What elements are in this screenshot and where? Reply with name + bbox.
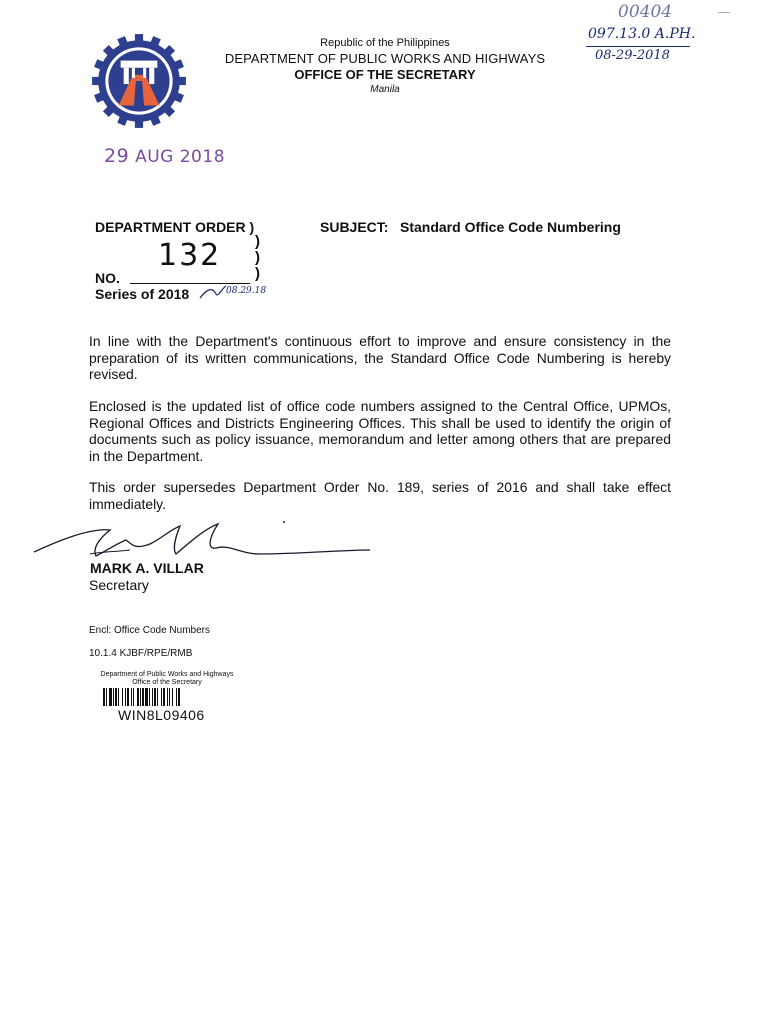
body-paragraph-1: In line with the Department's continuous effort to improve and ensure consistency in the preparation of its written communications, the Standard Office Code Numbering is hereby revised. <box>89 333 671 382</box>
barcode-header <box>92 671 242 687</box>
order-parens: ) ) ) <box>255 233 260 282</box>
date-stamp-day: 29 <box>104 145 130 167</box>
barcode-id: WIN8L09406 <box>118 707 205 723</box>
order-no-label: NO. <box>95 270 120 286</box>
signatory-title: Secretary <box>89 577 149 593</box>
receiving-date: 08-29-2018 <box>595 48 670 63</box>
date-stamp <box>104 145 225 167</box>
order-series: Series of 2018 <box>95 286 190 302</box>
order-title: DEPARTMENT ORDER ) <box>95 219 255 235</box>
receiving-code: 00404 <box>618 2 673 22</box>
date-stamp-month-year: AUG 2018 <box>135 147 226 167</box>
barcode-dept: Department of Public Works and Highways <box>100 671 234 678</box>
annotation-divider <box>586 46 690 47</box>
order-number: 132 <box>158 238 222 273</box>
receiving-reference: 097.13.0 A.PH. <box>588 26 696 42</box>
enclosure-note: Encl: Office Code Numbers <box>89 625 210 636</box>
initials-signature <box>198 280 267 302</box>
subject-text: Standard Office Code Numbering <box>400 219 621 235</box>
barcode-office: Office of the Secretary <box>132 679 202 686</box>
header-office: OFFICE OF THE SECRETARY <box>294 67 476 82</box>
corner-mark <box>718 12 730 13</box>
body-paragraph-3: This order supersedes Department Order No. 189, series of 2016 and shall take effect immediately. <box>89 479 671 512</box>
header-department: DEPARTMENT OF PUBLIC WORKS AND HIGHWAYS <box>224 51 546 66</box>
dpwh-seal-logo <box>88 30 190 132</box>
reference-code: 10.1.4 KJBF/RPE/RMB <box>89 648 193 659</box>
barcode <box>103 688 243 706</box>
header-republic: Republic of the Philippines <box>320 37 450 49</box>
subject-label: SUBJECT: <box>320 219 389 235</box>
signatory-name: MARK A. VILLAR <box>90 560 204 576</box>
initials-date: 08.29.18 <box>226 286 267 296</box>
body-paragraph-2: Enclosed is the updated list of office code numbers assigned to the Central Office, UPMOs, Regional Offices and Districts Engineering Offices. This shall be used to identify the origin of documents such as policy issuance, memorandum and letter among others that are prepared in the Department. <box>89 398 671 464</box>
header-city: Manila <box>370 84 400 95</box>
